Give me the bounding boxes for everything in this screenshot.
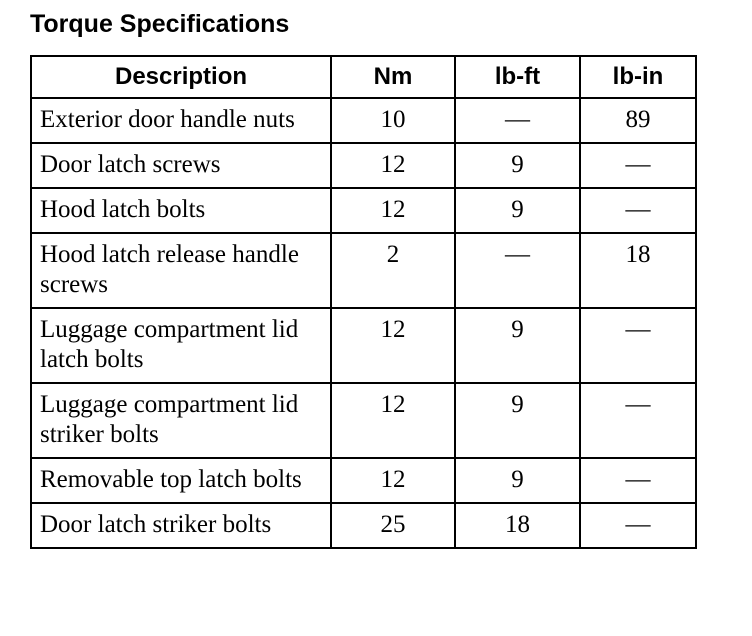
lb-ft-cell: 9 [455, 458, 580, 503]
nm-cell: 12 [331, 143, 455, 188]
table-row [31, 308, 696, 383]
lb-in-cell: — [580, 143, 696, 188]
lb-ft-cell: 18 [455, 503, 580, 548]
lb-in-cell: — [580, 503, 696, 548]
lb-ft-cell: — [455, 98, 580, 143]
column-header-lb-in: lb-in [580, 56, 696, 98]
nm-cell: 12 [331, 308, 455, 383]
description-cell: Luggage compartment lid latch bolts [31, 308, 331, 383]
description-cell: Hood latch release handle screws [31, 233, 331, 308]
lb-ft-cell: 9 [455, 143, 580, 188]
table-row [31, 503, 696, 548]
lb-in-cell: — [580, 308, 696, 383]
description-cell: Hood latch bolts [31, 188, 331, 233]
table-row [31, 383, 696, 458]
description-cell: Exterior door handle nuts [31, 98, 331, 143]
lb-in-cell: — [580, 188, 696, 233]
table-row [31, 98, 696, 143]
lb-ft-cell: — [455, 233, 580, 308]
nm-cell: 12 [331, 458, 455, 503]
column-header-lb-ft: lb-ft [455, 56, 580, 98]
lb-in-cell: 18 [580, 233, 696, 308]
column-header-nm: Nm [331, 56, 455, 98]
nm-cell: 10 [331, 98, 455, 143]
torque-specifications-table [30, 55, 697, 549]
table-row [31, 233, 696, 308]
description-cell: Luggage compartment lid striker bolts [31, 383, 331, 458]
page-title: Torque Specifications [30, 10, 290, 38]
column-header-description: Description [31, 56, 331, 98]
table-row [31, 458, 696, 503]
table-header-row [31, 56, 696, 98]
nm-cell: 25 [331, 503, 455, 548]
nm-cell: 12 [331, 188, 455, 233]
description-cell: Door latch striker bolts [31, 503, 331, 548]
lb-in-cell: — [580, 458, 696, 503]
lb-in-cell: — [580, 383, 696, 458]
table-row [31, 188, 696, 233]
lb-ft-cell: 9 [455, 383, 580, 458]
description-cell: Door latch screws [31, 143, 331, 188]
lb-in-cell: 89 [580, 98, 696, 143]
description-cell: Removable top latch bolts [31, 458, 331, 503]
lb-ft-cell: 9 [455, 188, 580, 233]
table-row [31, 143, 696, 188]
nm-cell: 2 [331, 233, 455, 308]
lb-ft-cell: 9 [455, 308, 580, 383]
nm-cell: 12 [331, 383, 455, 458]
